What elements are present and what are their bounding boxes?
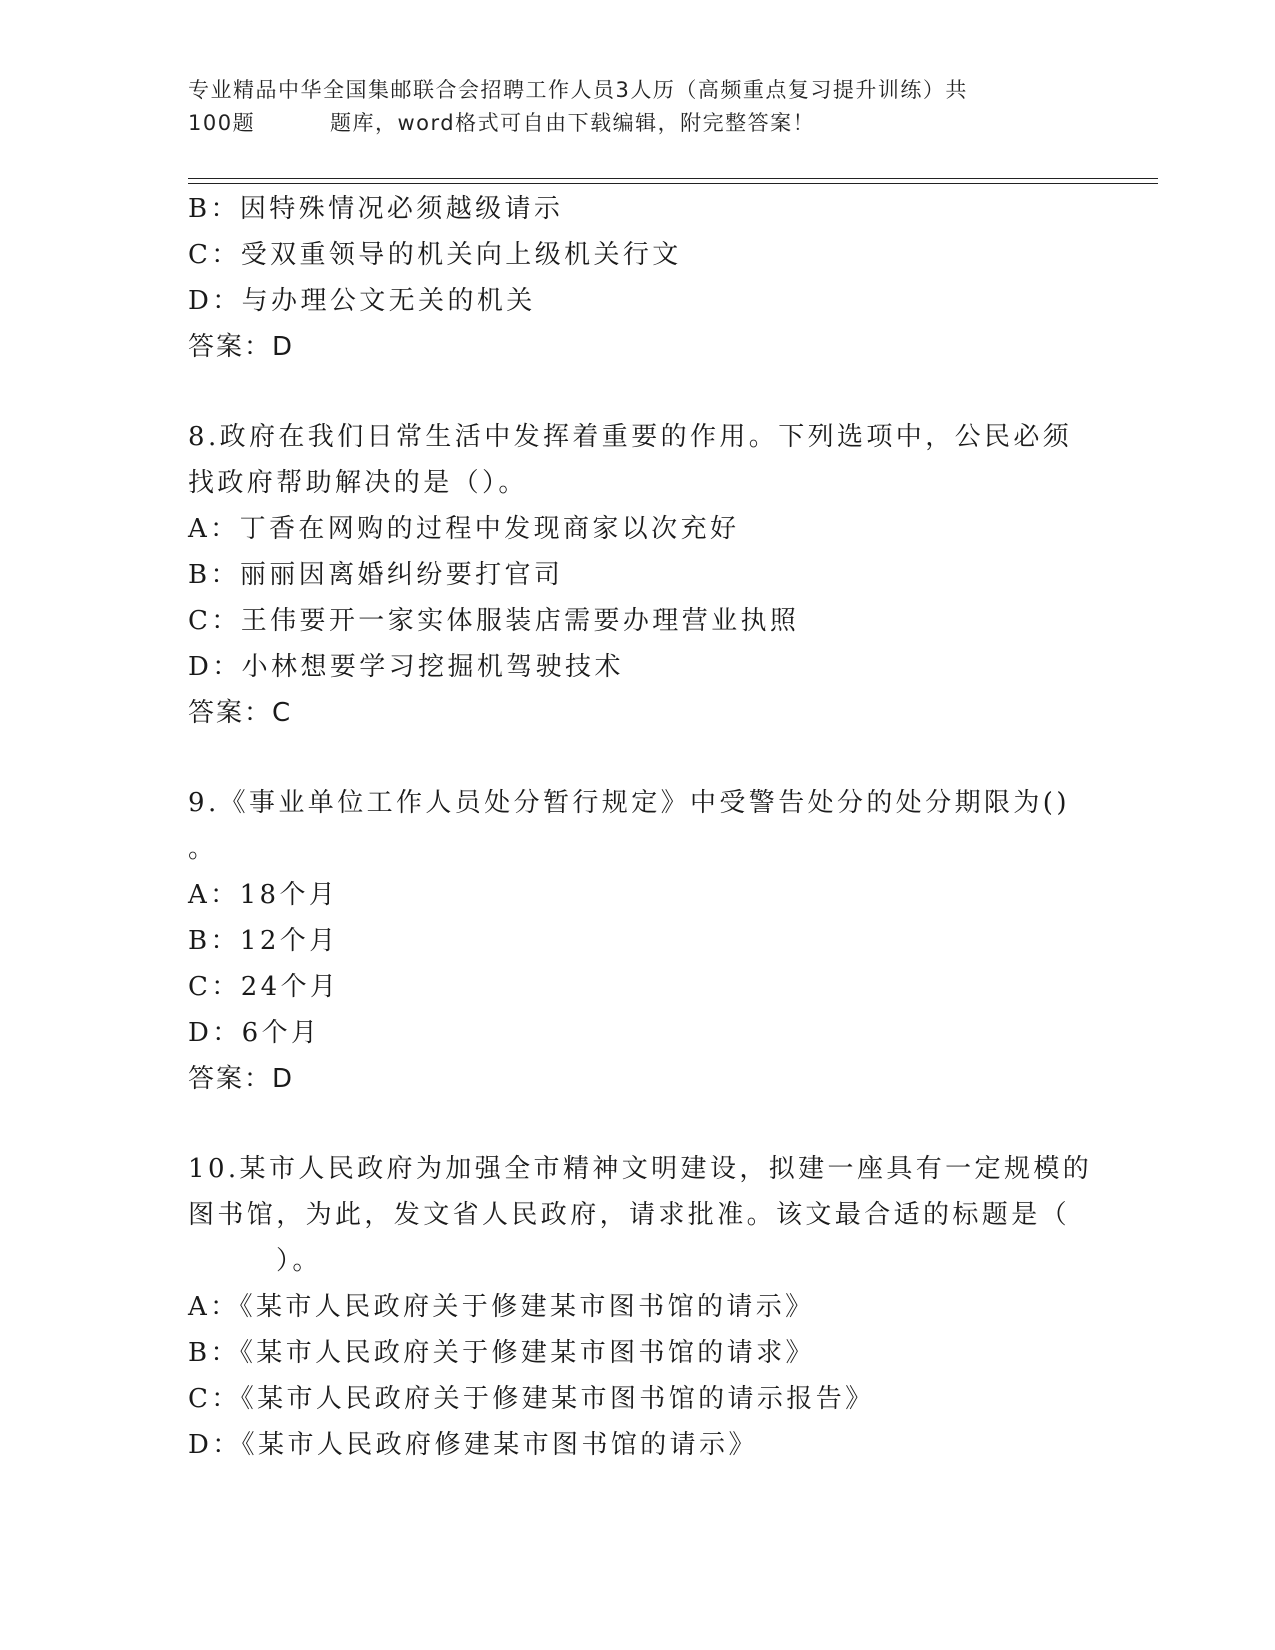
option-c: C：受双重领导的机关向上级机关行文 [188,240,682,270]
option-b: B：《某市人民政府关于修建某市图书馆的请求》 [188,1338,815,1368]
option-a: A：18个月 [188,880,339,910]
option-c: C：《某市人民政府关于修建某市图书馆的请示报告》 [188,1384,875,1414]
header-rule-top [188,178,1158,179]
header-count: 100题 [188,111,256,135]
option-a: A：丁香在网购的过程中发现商家以次充好 [188,514,740,544]
header-line-1: 专业精品中华全国集邮联合会招聘工作人员3人历（高频重点复习提升训练）共 [188,78,968,102]
question-8 [188,414,1088,736]
question-text: 8.政府在我们日常生活中发挥着重要的作用。下列选项中，公民必须 [188,422,1073,452]
document-header [188,74,1068,140]
answer-line: 答案：D [188,332,295,362]
question-9 [188,780,1088,1102]
question-text: 9.《事业单位工作人员处分暂行规定》中受警告处分的处分期限为() [188,788,1070,818]
option-b: B：12个月 [188,926,339,956]
option-d: D：与办理公文无关的机关 [188,286,536,316]
header-line-2 [188,107,1068,140]
header-description: 题库，word格式可自由下载编辑，附完整答案！ [330,111,816,135]
question-content [188,186,1093,1468]
question-text: 。 [188,834,218,864]
option-d: D：小林想要学习挖掘机驾驶技术 [188,652,624,682]
question-7-tail [188,186,1088,370]
option-b: B：丽丽因离婚纠纷要打官司 [188,560,564,590]
option-c: C：王伟要开一家实体服装店需要办理营业执照 [188,606,800,636]
question-text: ）。 [276,1246,322,1276]
question-text: 10.某市人民政府为加强全市精神文明建设，拟建一座具有一定规模的 [188,1154,1093,1184]
option-d: D：6个月 [188,1018,321,1048]
question-text: 找政府帮助解决的是（）。 [188,468,528,498]
option-d: D：《某市人民政府修建某市图书馆的请示》 [188,1430,758,1460]
header-rule-bottom [188,183,1158,184]
option-a: A：《某市人民政府关于修建某市图书馆的请示》 [188,1292,815,1322]
answer-line: 答案：C [188,698,293,728]
answer-line: 答案：D [188,1064,295,1094]
option-b: B：因特殊情况必须越级请示 [188,194,564,224]
option-c: C：24个月 [188,972,340,1002]
question-10 [188,1146,1093,1468]
question-text: 图书馆，为此，发文省人民政府，请求批准。该文最合适的标题是（ [188,1200,1071,1230]
